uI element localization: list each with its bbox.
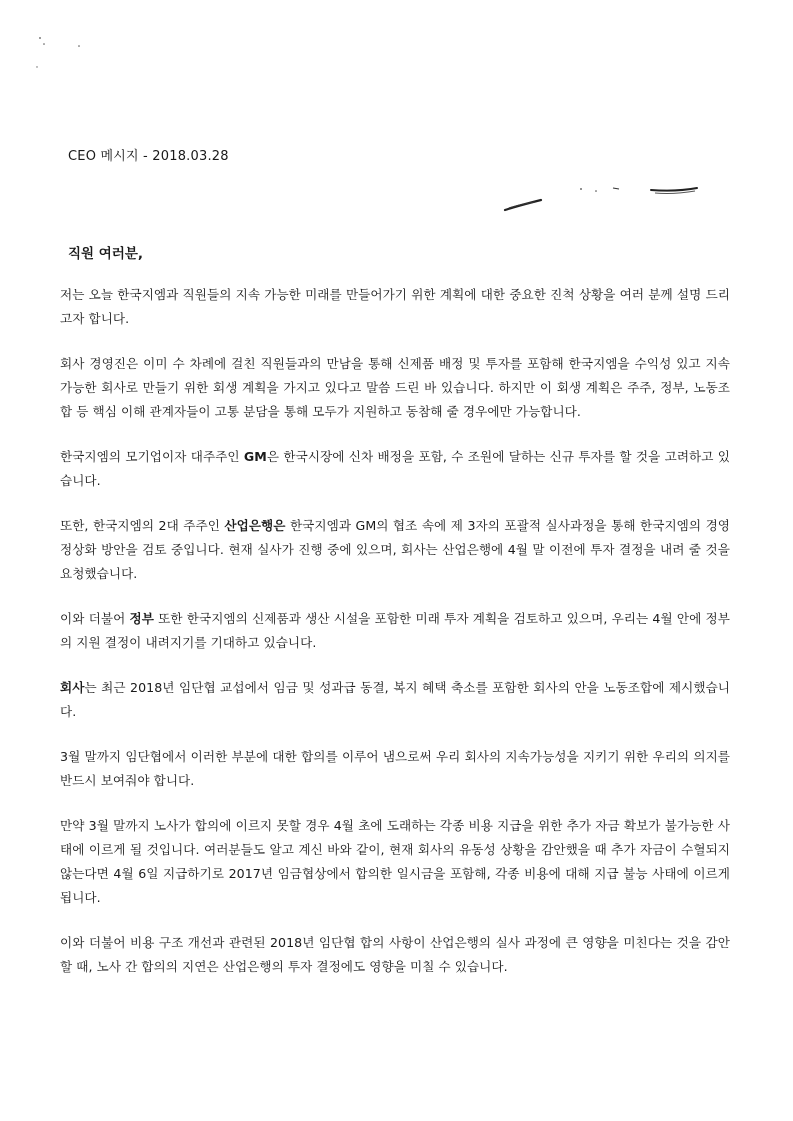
scan-speckles <box>0 0 120 80</box>
body-paragraph <box>60 514 730 586</box>
paragraph-text: 또한, 한국지엠의 2대 주주인 <box>60 518 225 533</box>
emphasis-text: GM <box>243 449 267 464</box>
paragraph-text: 회사 경영진은 이미 수 차례에 걸친 직원들과의 만남을 통해 신제품 배정 및 투자를 포함해 한국지엠을 수익성 있고 지속 가능한 회사로 만들기 위한 회생 계획을 가지고 있다고 말씀 드린 바 있습니다. 하지만 이 회생 계획은 주주, 정부, 노동조합 등 핵심 이해 관계자들이 고통 분담을 통해 모두가 지원하고 동참해 줄 경우에만 가능합니다. <box>60 356 730 419</box>
paragraph-text: 한국지엠과 GM의 협조 속에 제 3자의 포괄적 실사과정을 통해 한국지엠의 경영 정상화 방안을 검토 중입니다. 현재 실사가 진행 중에 있으며, 회사는 산업은행에 4월 말 이전에 투자 결정을 내려 줄 것을 요청했습니다. <box>60 518 730 581</box>
paragraph-text: 이와 더불어 <box>60 611 130 626</box>
body-paragraph <box>60 352 730 424</box>
body-paragraph <box>60 445 730 493</box>
paragraph-text: 이와 더불어 비용 구조 개선과 관련된 2018년 임단협 합의 사항이 산업은행의 실사 과정에 큰 영향을 미친다는 것을 감안할 때, 노사 간 합의의 지연은 산업은행의 투자 결정에도 영향을 미칠 수 있습니다. <box>60 935 730 974</box>
paragraph-text: 은 한국시장에 신차 배정을 포함, 수 조원에 달하는 신규 투자를 할 것을 고려하고 있습니다. <box>60 449 730 488</box>
body-paragraph <box>60 745 730 793</box>
body-paragraph <box>60 607 730 655</box>
emphasis-text: 정부 <box>129 611 154 626</box>
emphasis-text: 산업은행은 <box>224 518 286 533</box>
letter-body <box>60 283 730 1000</box>
paragraph-text: 는 최근 2018년 임단협 교섭에서 임금 및 성과급 동결, 복지 혜택 축소를 포함한 회사의 안을 노동조합에 제시했습니다. <box>60 680 730 719</box>
handwritten-signature <box>495 178 710 214</box>
body-paragraph <box>60 676 730 724</box>
message-header: CEO 메시지 - 2018.03.28 <box>68 149 229 164</box>
paragraph-text: 한국지엠의 모기업이자 대주주인 <box>60 449 244 464</box>
greeting: 직원 여러분, <box>68 246 144 262</box>
paragraph-text: 3월 말까지 임단협에서 이러한 부분에 대한 합의를 이루어 냄으로써 우리 회사의 지속가능성을 지키기 위한 우리의 의지를 반드시 보여줘야 합니다. <box>60 749 730 788</box>
emphasis-text: 회사 <box>60 680 85 695</box>
body-paragraph <box>60 814 730 910</box>
paragraph-text: 또한 한국지엠의 신제품과 생산 시설을 포함한 미래 투자 계획을 검토하고 있으며, 우리는 4월 안에 정부의 지원 결정이 내려지기를 기대하고 있습니다. <box>60 611 730 650</box>
body-paragraph <box>60 283 730 331</box>
paragraph-text: 만약 3월 말까지 노사가 합의에 이르지 못할 경우 4월 초에 도래하는 각종 비용 지급을 위한 추가 자금 확보가 불가능한 사태에 이르게 될 것입니다. 여러분들도 알고 계신 바와 같이, 현재 회사의 유동성 상황을 감안했을 때 추가 자금이 수혈되지 않는다면 4월 6일 지급하기로 2017년 임금협상에서 합의한 일시금을 포함해, 각종 비용에 대해 지급 불능 사태에 이르게 됩니다. <box>60 818 730 905</box>
paragraph-text: 저는 오늘 한국지엠과 직원들의 지속 가능한 미래를 만들어가기 위한 계획에 대한 중요한 진척 상황을 여러 분께 설명 드리고자 합니다. <box>60 287 730 326</box>
body-paragraph <box>60 931 730 979</box>
